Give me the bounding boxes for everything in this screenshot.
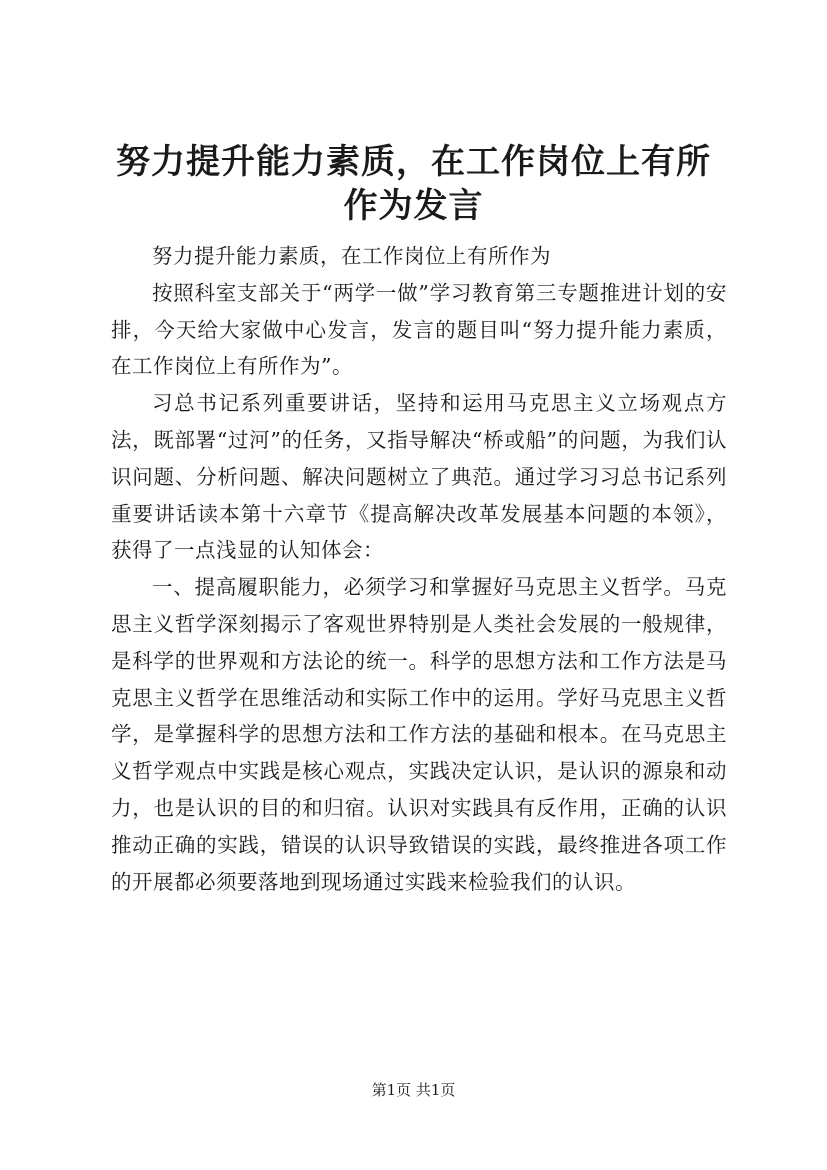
- subtitle-paragraph: 努力提升能力素质，在工作岗位上有所作为: [152, 244, 551, 268]
- body-paragraph: 按照科室支部关于“两学一做”学习教育第三专题推进计划的安排，今天给大家做中心发言，发言的题目叫“努力提升能力素质，在工作岗位上有所作为”。: [111, 280, 727, 379]
- page-number-footer: 第1页 共1页: [371, 1081, 456, 1099]
- body-paragraph: 一、提高履职能力，必须学习和掌握好马克思主义哲学。马克思主义哲学深刻揭示了客观世界特别是人类社会发展的一般规律，是科学的世界观和方法论的统一。科学的思想方法和工作方法是马克思主义哲学在思维活动和实际工作中的运用。学好马克思主义哲学，是掌握科学的思想方法和工作方法的基础和根本。在马克思主义哲学观点中实践是核心观点，实践决定认识，是认识的源泉和动力，也是认识的目的和归宿。认识对实践具有反作用，正确的认识推动正确的实践，错误的认识导致错误的实践，最终推进各项工作的开展都必须要落地到现场通过实践来检验我们的认识。: [111, 575, 727, 894]
- document-body: [111, 238, 727, 900]
- document-title: 努力提升能力素质，在工作岗位上有所作为发言: [116, 142, 711, 226]
- body-paragraph: 习总书记系列重要讲话，坚持和运用马克思主义立场观点方法，既部署“过河”的任务，又指导解决“桥或船”的问题，为我们认识问题、分析问题、解决问题树立了典范。通过学习习总书记系列重要讲话读本第十六章节《提高解决改革发展基本问题的本领》，获得了一点浅显的认知体会：: [111, 391, 727, 563]
